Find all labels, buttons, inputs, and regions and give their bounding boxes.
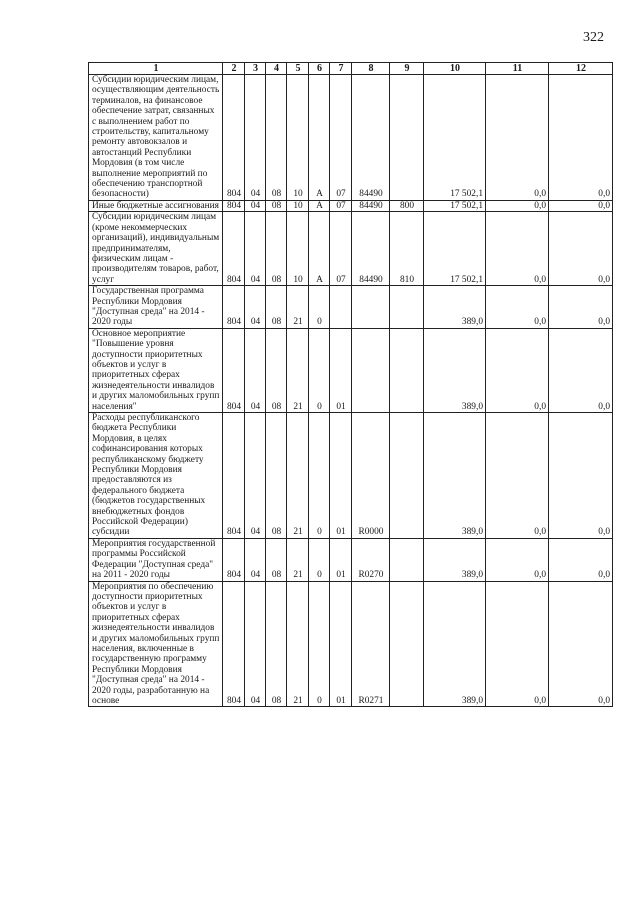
cell-col-4: 08 xyxy=(266,75,287,201)
cell-col-2: 804 xyxy=(223,581,245,707)
cell-col-4: 08 xyxy=(266,212,287,286)
cell-col-7: 01 xyxy=(330,581,352,707)
cell-col-3: 04 xyxy=(245,538,266,581)
cell-col-12: 0,0 xyxy=(549,581,613,707)
cell-col-2: 804 xyxy=(223,413,245,539)
cell-col-10: 389,0 xyxy=(424,328,486,412)
cell-col-9 xyxy=(390,538,424,581)
cell-col-9 xyxy=(390,75,424,201)
cell-col-2: 804 xyxy=(223,286,245,329)
cell-col-11: 0,0 xyxy=(486,286,549,329)
cell-col-3: 04 xyxy=(245,413,266,539)
cell-col-4: 08 xyxy=(266,413,287,539)
cell-col-3: 04 xyxy=(245,581,266,707)
cell-col-10: 389,0 xyxy=(424,413,486,539)
cell-col-9: 800 xyxy=(390,200,424,211)
cell-col-7: 07 xyxy=(330,212,352,286)
cell-col-7: 01 xyxy=(330,328,352,412)
cell-col-10: 389,0 xyxy=(424,538,486,581)
cell-col-10: 389,0 xyxy=(424,581,486,707)
cell-col-10: 17 502,1 xyxy=(424,75,486,201)
column-header: 4 xyxy=(266,63,287,75)
cell-col-9 xyxy=(390,328,424,412)
cell-col-9 xyxy=(390,581,424,707)
cell-col-10: 17 502,1 xyxy=(424,212,486,286)
cell-col-7: 07 xyxy=(330,200,352,211)
table-row xyxy=(89,328,613,412)
row-description: Мероприятия по обеспечению доступности приоритетных объектов и услуг в приоритетных сферах жизнедеятельности инвалидов и других маломобильных групп населения, включенные в государственную программу Республики Мордовия "Доступная среда" на 2014 - 2020 годы, разработанную на основе xyxy=(89,581,223,707)
cell-col-7: 01 xyxy=(330,538,352,581)
column-header: 9 xyxy=(390,63,424,75)
cell-col-12: 0,0 xyxy=(549,413,613,539)
cell-col-2: 804 xyxy=(223,200,245,211)
row-description: Государственная программа Республики Мордовия "Доступная среда" на 2014 - 2020 годы xyxy=(89,286,223,329)
table-row xyxy=(89,75,613,201)
cell-col-8 xyxy=(352,328,390,412)
cell-col-6: 0 xyxy=(309,538,330,581)
cell-col-12: 0,0 xyxy=(549,212,613,286)
cell-col-10: 389,0 xyxy=(424,286,486,329)
cell-col-11: 0,0 xyxy=(486,75,549,201)
cell-col-5: 10 xyxy=(287,75,309,201)
cell-col-12: 0,0 xyxy=(549,200,613,211)
table-row xyxy=(89,538,613,581)
cell-col-2: 804 xyxy=(223,328,245,412)
cell-col-8: 84490 xyxy=(352,200,390,211)
cell-col-11: 0,0 xyxy=(486,328,549,412)
cell-col-5: 10 xyxy=(287,200,309,211)
table-row xyxy=(89,212,613,286)
cell-col-5: 21 xyxy=(287,286,309,329)
cell-col-6: А xyxy=(309,200,330,211)
row-description: Иные бюджетные ассигнования xyxy=(89,200,223,211)
cell-col-4: 08 xyxy=(266,286,287,329)
cell-col-2: 804 xyxy=(223,212,245,286)
cell-col-8: 84490 xyxy=(352,75,390,201)
cell-col-4: 08 xyxy=(266,328,287,412)
cell-col-11: 0,0 xyxy=(486,200,549,211)
row-description: Расходы республиканского бюджета Республики Мордовия, в целях софинансирования которых республиканскому бюджету Республики Мордовия предоставляются из федерального бюджета (бюджетов государственных внебюджетных фондов Российской Федерации) субсидии xyxy=(89,413,223,539)
cell-col-9: 810 xyxy=(390,212,424,286)
cell-col-3: 04 xyxy=(245,328,266,412)
cell-col-5: 21 xyxy=(287,581,309,707)
cell-col-6: А xyxy=(309,75,330,201)
cell-col-6: 0 xyxy=(309,286,330,329)
column-header: 1 xyxy=(89,63,223,75)
cell-col-12: 0,0 xyxy=(549,328,613,412)
budget-table xyxy=(88,62,613,707)
cell-col-11: 0,0 xyxy=(486,413,549,539)
column-header: 7 xyxy=(330,63,352,75)
cell-col-11: 0,0 xyxy=(486,212,549,286)
cell-col-8 xyxy=(352,286,390,329)
cell-col-11: 0,0 xyxy=(486,581,549,707)
column-header: 11 xyxy=(486,63,549,75)
cell-col-7: 01 xyxy=(330,413,352,539)
cell-col-3: 04 xyxy=(245,212,266,286)
column-header: 2 xyxy=(223,63,245,75)
cell-col-2: 804 xyxy=(223,75,245,201)
cell-col-3: 04 xyxy=(245,286,266,329)
column-header: 10 xyxy=(424,63,486,75)
column-header: 3 xyxy=(245,63,266,75)
cell-col-6: А xyxy=(309,212,330,286)
row-description: Мероприятия государственной программы Российской Федерации "Доступная среда" на 2011 - 2020 годы xyxy=(89,538,223,581)
column-header: 5 xyxy=(287,63,309,75)
cell-col-6: 0 xyxy=(309,581,330,707)
cell-col-12: 0,0 xyxy=(549,75,613,201)
row-description: Субсидии юридическим лицам (кроме некоммерческих организаций), индивидуальным предпринимателям, физическим лицам - производителям товаров, работ, услуг xyxy=(89,212,223,286)
cell-col-6: 0 xyxy=(309,413,330,539)
table-row xyxy=(89,286,613,329)
cell-col-3: 04 xyxy=(245,75,266,201)
column-header: 6 xyxy=(309,63,330,75)
cell-col-9 xyxy=(390,413,424,539)
cell-col-4: 08 xyxy=(266,538,287,581)
cell-col-8: R0271 xyxy=(352,581,390,707)
cell-col-4: 08 xyxy=(266,581,287,707)
cell-col-2: 804 xyxy=(223,538,245,581)
page-number: 322 xyxy=(583,30,604,45)
cell-col-7 xyxy=(330,286,352,329)
column-header: 12 xyxy=(549,63,613,75)
table-row xyxy=(89,200,613,211)
cell-col-3: 04 xyxy=(245,200,266,211)
table-row xyxy=(89,581,613,707)
cell-col-5: 21 xyxy=(287,328,309,412)
cell-col-7: 07 xyxy=(330,75,352,201)
cell-col-8: R0270 xyxy=(352,538,390,581)
cell-col-5: 21 xyxy=(287,538,309,581)
cell-col-9 xyxy=(390,286,424,329)
cell-col-12: 0,0 xyxy=(549,286,613,329)
cell-col-11: 0,0 xyxy=(486,538,549,581)
cell-col-5: 10 xyxy=(287,212,309,286)
cell-col-8: R0000 xyxy=(352,413,390,539)
cell-col-8: 84490 xyxy=(352,212,390,286)
row-description: Основное мероприятие "Повышение уровня доступности приоритетных объектов и услуг в приоритетных сферах жизнедеятельности инвалидов и других маломобильных групп населения" xyxy=(89,328,223,412)
row-description: Субсидии юридическим лицам, осуществляющим деятельность терминалов, на финансовое обеспечение затрат, связанных с выполнением работ по строительству, капитальному ремонту автовокзалов и автостанций Республики Мордовия (в том числе выполнение мероприятий по обеспечению транспортной безопасности) xyxy=(89,75,223,201)
cell-col-4: 08 xyxy=(266,200,287,211)
cell-col-5: 21 xyxy=(287,413,309,539)
table-row xyxy=(89,413,613,539)
cell-col-12: 0,0 xyxy=(549,538,613,581)
table-header-row xyxy=(89,63,613,75)
cell-col-6: 0 xyxy=(309,328,330,412)
column-header: 8 xyxy=(352,63,390,75)
cell-col-10: 17 502,1 xyxy=(424,200,486,211)
